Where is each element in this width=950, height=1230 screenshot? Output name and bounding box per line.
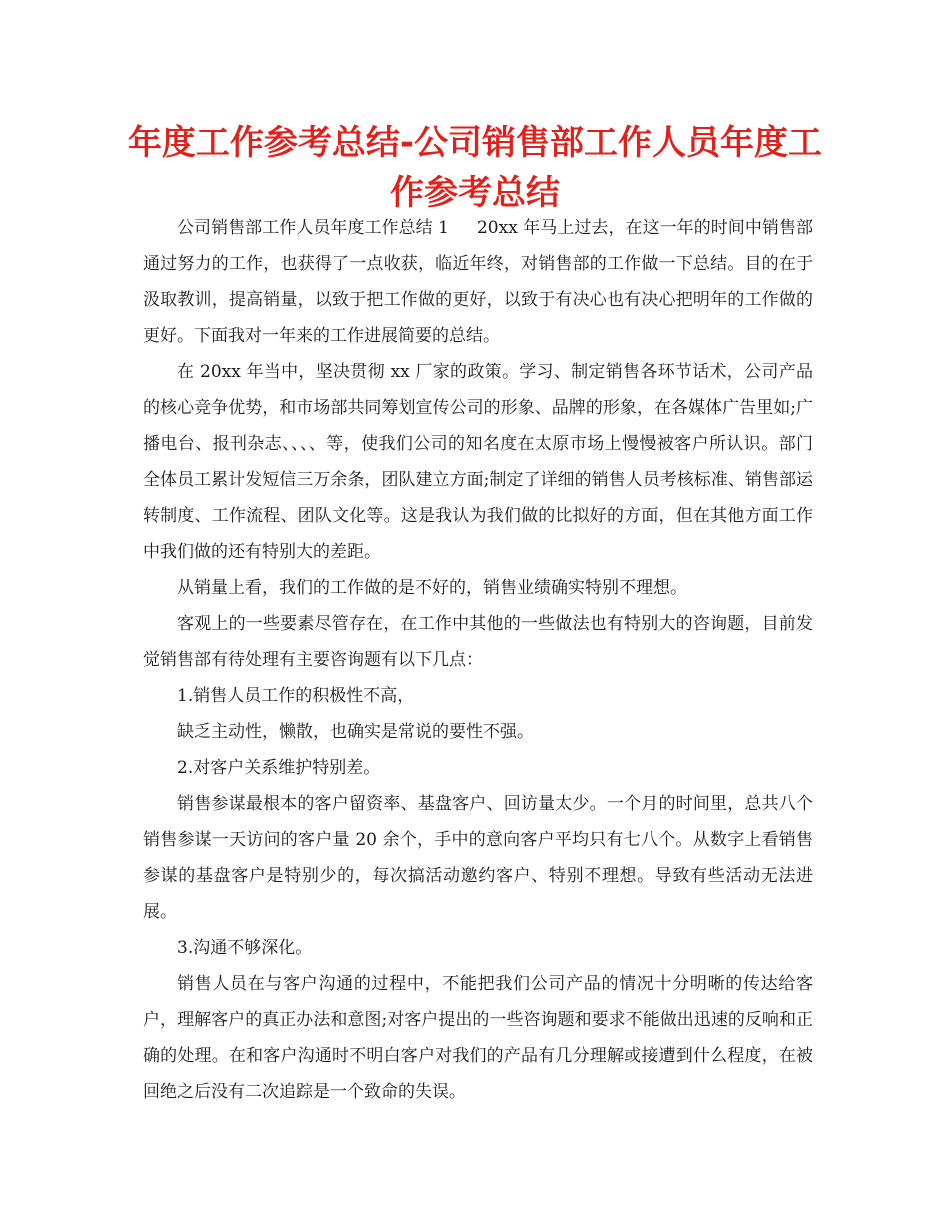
paragraph-6: 缺乏主动性，懒散，也确实是常说的要性不强。 [177, 722, 534, 742]
paragraph-4: 客观上的一些要素尽管存在，在工作中其他的一些做法也有特别大的咨询题，目前发觉销售部有待处理有主要咨询题有以下几点： [143, 614, 813, 670]
paragraph-1-text: 20xx 年马上过去，在这一年的时间中销售部通过努力的工作，也获得了一点收获，临近年终，对销售部的工作做一下总结。目的在于汲取教训，提高销量，以致于把工作做的更好，以致于有决心也有决心把明年的工作做的更好。下面我对一年来的工作进展简要的总结。 [143, 218, 813, 346]
paragraph-1-lead: 公司销售部工作人员年度工作总结 1 [177, 218, 449, 238]
paragraph-7: 2.对客户关系维护特别差。 [177, 758, 381, 778]
paragraph-2: 在 20xx 年当中，坚决贯彻 xx 厂家的政策。学习、制定销售各环节话术，公司产品的核心竞争优势，和市场部共同筹划宣传公司的形象、品牌的形象，在各媒体广告里如;广播电台、报刊杂志、、、、等，使我们公司的知名度在太原市场上慢慢被客户所认识。部门全体员工累计发短信三万余条，团队建立方面;制定了详细的销售人员考核标准、销售部运转制度、工作流程、团队文化等。这是我认为我们做的比拟好的方面，但在其他方面工作中我们做的还有特别大的差距。 [143, 362, 813, 562]
paragraph-3: 从销量上看，我们的工作做的是不好的，销售业绩确实特别不理想。 [177, 578, 687, 598]
paragraph-10: 销售人员在与客户沟通的过程中，不能把我们公司产品的情况十分明晰的传达给客户，理解客户的真正办法和意图;对客户提出的一些咨询题和要求不能做出迅速的反响和正确的处理。在和客户沟通时不明白客户对我们的产品有几分理解或接遭到什么程度，在被回绝之后没有二次追踪是一个致命的失误。 [143, 974, 813, 1102]
document-title: 年度工作参考总结-公司销售部工作人员年度工作参考总结 [127, 123, 823, 213]
paragraph-5: 1.销售人员工作的积极性不高， [177, 686, 415, 706]
paragraph-1 [143, 210, 813, 354]
paragraph-9: 3.沟通不够深化。 [177, 938, 313, 958]
paragraph-8: 销售参谋最根本的客户留资率、基盘客户、回访量太少。一个月的时间里，总共八个销售参谋一天访问的客户量 20 余个，手中的意向客户平均只有七八个。从数字上看销售参谋的基盘客户是特别少的，每次搞活动邀约客户、特别不理想。导致有些活动无法进展。 [143, 794, 813, 922]
document-body [143, 210, 813, 1110]
